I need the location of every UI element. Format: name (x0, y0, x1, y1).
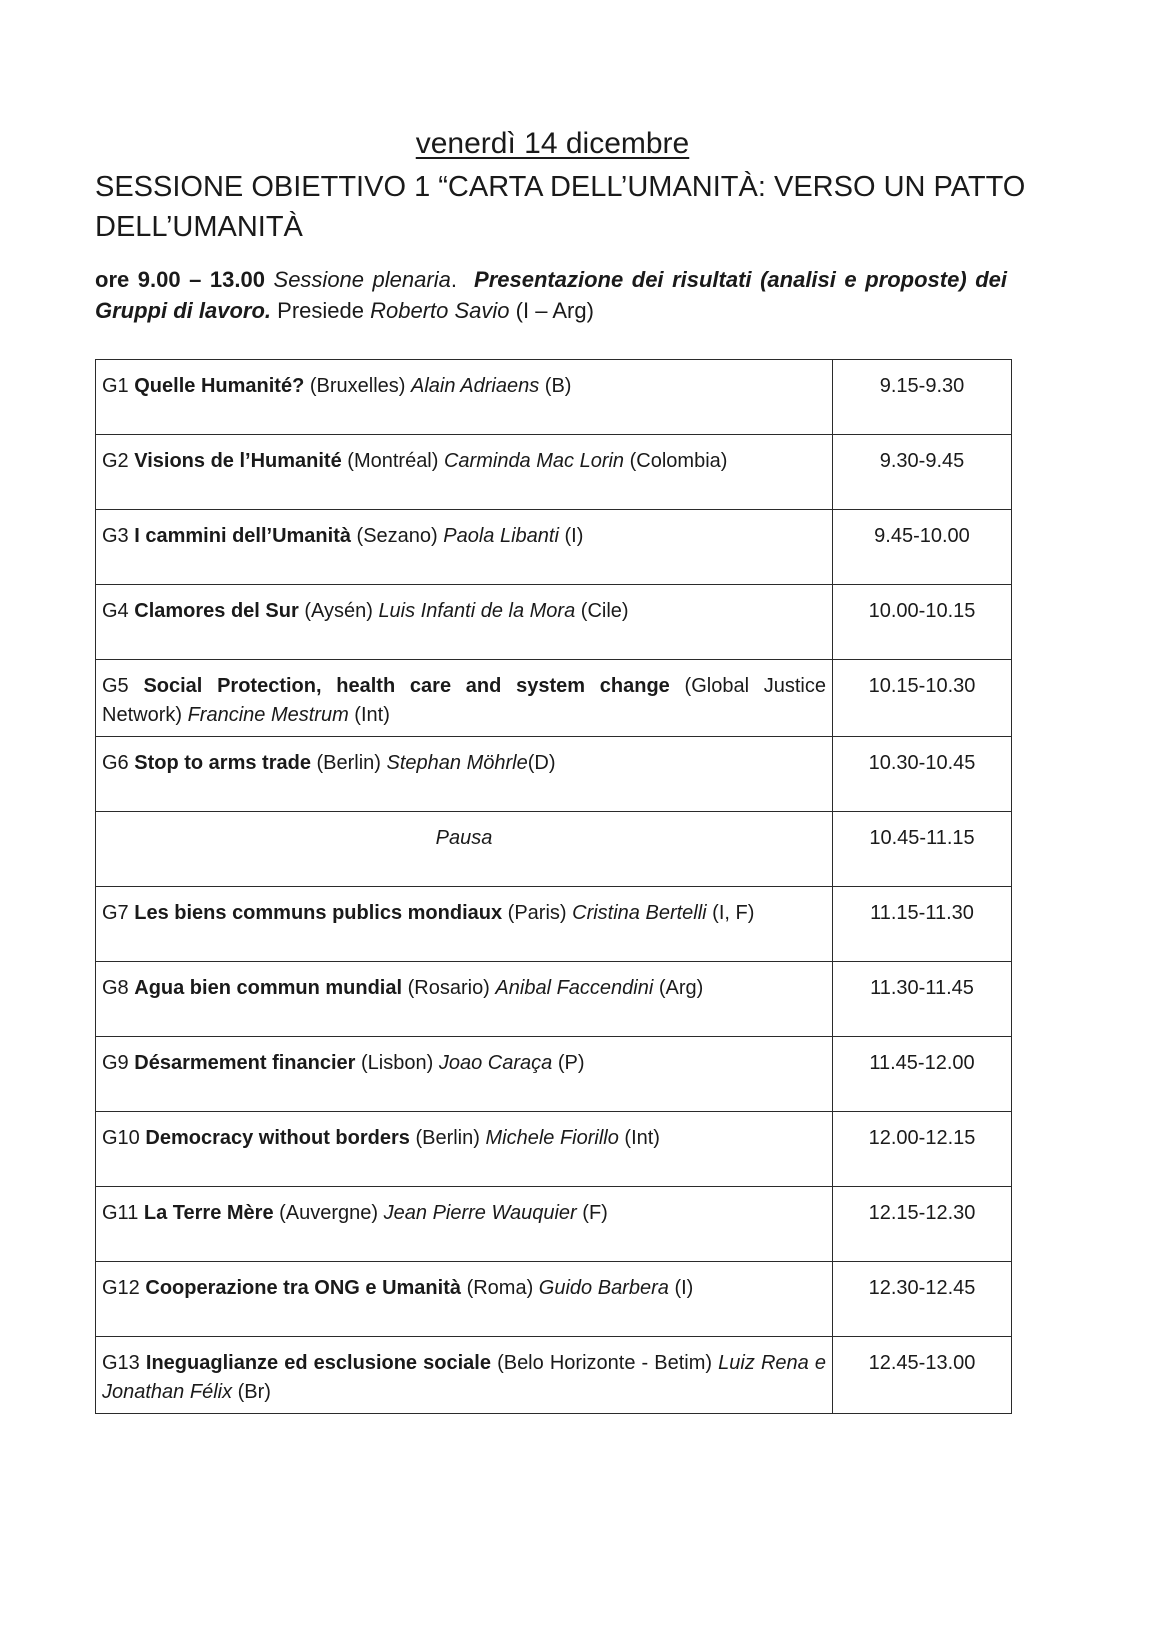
group-title: Ineguaglianze ed esclusione sociale (145, 1352, 491, 1374)
group-coordinator: Jean Pierre Wauquier (383, 1202, 577, 1224)
schedule-table (95, 359, 1012, 1414)
time-slot: 12.30-12.45 (833, 1262, 1012, 1337)
time-slot: 11.30-11.45 (833, 962, 1012, 1037)
group-place: (Belo Horizonte - Betim) (497, 1352, 713, 1374)
schedule-row (96, 660, 1012, 737)
group-coordinator: Luiz Rena e Jonathan Félix (102, 1352, 826, 1403)
time-slot: 12.00-12.15 (833, 1112, 1012, 1187)
group-title: I cammini dell’Umanità (134, 525, 351, 547)
group-title: Democracy without borders (145, 1127, 410, 1149)
group-coordinator: Luis Infanti de la Mora (378, 600, 576, 622)
group-coordinator: Anibal Faccendini (495, 977, 654, 999)
group-description (96, 660, 833, 737)
group-coordinator: Guido Barbera (538, 1277, 669, 1299)
time-slot: 9.15-9.30 (833, 360, 1012, 435)
group-coordinator: Paola Libanti (443, 525, 559, 547)
group-coordinator: Francine Mestrum (187, 704, 349, 726)
group-description (96, 585, 833, 660)
time-slot: 11.45-12.00 (833, 1037, 1012, 1112)
pause-cell (96, 812, 833, 887)
group-title: Agua bien commun mundial (134, 977, 403, 999)
group-description (96, 1262, 833, 1337)
group-country: (P) (557, 1052, 585, 1074)
group-country: (I) (674, 1277, 694, 1299)
group-coordinator: Joao Caraça (438, 1052, 553, 1074)
group-country: (Br) (237, 1381, 271, 1403)
schedule-row (96, 510, 1012, 585)
group-coordinator: Alain Adriaens (410, 375, 540, 397)
group-code: G7 (102, 902, 129, 924)
group-code: G2 (102, 450, 129, 472)
group-coordinator: Michele Fiorillo (485, 1127, 619, 1149)
intro-session: Sessione plenaria (273, 267, 451, 292)
schedule-row-pause (96, 812, 1012, 887)
group-country: (Colombia) (629, 450, 728, 472)
session-title: SESSIONE OBIETTIVO 1 “CARTA DELL’UMANITÀ: VERSO UN PATTO DELL’UMANITÀ (95, 171, 1026, 243)
group-place: (Lisbon) (361, 1052, 434, 1074)
group-coordinator: Stephan Möhrle (386, 752, 528, 774)
group-place: (Paris) (507, 902, 567, 924)
schedule-row (96, 887, 1012, 962)
group-place: (Sezano) (356, 525, 438, 547)
group-coordinator: Carminda Mac Lorin (443, 450, 625, 472)
time-slot: 10.00-10.15 (833, 585, 1012, 660)
schedule-row (96, 1112, 1012, 1187)
group-place: (Berlin) (316, 752, 381, 774)
group-code: G4 (102, 600, 129, 622)
schedule-row (96, 1262, 1012, 1337)
group-place: (Bruxelles) (309, 375, 406, 397)
group-code: G11 (102, 1202, 139, 1224)
group-code: G1 (102, 375, 129, 397)
group-code: G3 (102, 525, 129, 547)
group-description (96, 1187, 833, 1262)
group-description (96, 1037, 833, 1112)
group-code: G13 (102, 1352, 140, 1374)
schedule-row (96, 1187, 1012, 1262)
group-country: (Int) (624, 1127, 660, 1149)
time-slot: 10.45-11.15 (833, 812, 1012, 887)
time-slot: 10.15-10.30 (833, 660, 1012, 737)
group-code: G6 (102, 752, 129, 774)
schedule-row (96, 1037, 1012, 1112)
group-title: Les biens communs publics mondiaux (134, 902, 503, 924)
group-country: (Int) (354, 704, 390, 726)
group-place: (Roma) (466, 1277, 534, 1299)
pause-label: Pausa (435, 827, 493, 849)
schedule-row (96, 737, 1012, 812)
group-title: La Terre Mère (143, 1202, 274, 1224)
group-description (96, 737, 833, 812)
group-place: (Montréal) (347, 450, 439, 472)
intro-chair-country: (I – Arg) (515, 298, 594, 323)
group-description (96, 1337, 833, 1414)
group-country: (B) (544, 375, 572, 397)
group-title: Clamores del Sur (134, 600, 299, 622)
time-slot: 9.30-9.45 (833, 435, 1012, 510)
group-country: (Arg) (658, 977, 704, 999)
time-slot: 11.15-11.30 (833, 887, 1012, 962)
intro-chair-label: Presiede (277, 298, 364, 323)
time-slot: 12.45-13.00 (833, 1337, 1012, 1414)
schedule-row (96, 962, 1012, 1037)
session-date: venerdì 14 dicembre (415, 127, 690, 160)
time-slot: 10.30-10.45 (833, 737, 1012, 812)
intro-presentation: Presentazione dei risultati (analisi e proposte) dei Gruppi di lavoro. (95, 267, 1007, 323)
group-description (96, 510, 833, 585)
intro-chair-name: Roberto Savio (370, 298, 510, 323)
group-description (96, 962, 833, 1037)
group-coordinator: Cristina Bertelli (572, 902, 707, 924)
schedule-row (96, 585, 1012, 660)
group-place: (Auvergne) (279, 1202, 379, 1224)
group-title: Stop to arms trade (134, 752, 311, 774)
schedule-row (96, 1337, 1012, 1414)
group-country: (I) (564, 525, 584, 547)
group-code: G8 (102, 977, 129, 999)
group-title: Quelle Humanité? (134, 375, 305, 397)
group-description (96, 1112, 833, 1187)
group-description (96, 887, 833, 962)
group-country: (F) (582, 1202, 608, 1224)
session-intro: ore 9.00 – 13.00 Sessione plenaria. Presentazione dei risultati (analisi e proposte) dei Gruppi di lavoro. Presiede Roberto Savio (I – Arg) (95, 267, 1007, 323)
group-code: G12 (102, 1277, 140, 1299)
group-description (96, 360, 833, 435)
group-code: G10 (102, 1127, 140, 1149)
group-place: (Berlin) (415, 1127, 480, 1149)
group-country: (I, F) (712, 902, 755, 924)
group-title: Visions de l’Humanité (134, 450, 342, 472)
group-country: (Cile) (580, 600, 629, 622)
group-title: Désarmement financier (134, 1052, 356, 1074)
group-title: Cooperazione tra ONG e Umanità (145, 1277, 461, 1299)
time-slot: 12.15-12.30 (833, 1187, 1012, 1262)
time-slot: 9.45-10.00 (833, 510, 1012, 585)
schedule-row (96, 360, 1012, 435)
group-place: (Global Justice Network) (102, 675, 827, 726)
intro-time: ore 9.00 – 13.00 (95, 267, 265, 292)
group-country: (D) (527, 752, 556, 774)
group-place: (Rosario) (407, 977, 490, 999)
group-code: G9 (102, 1052, 129, 1074)
group-description (96, 435, 833, 510)
group-title: Social Protection, health care and system change (143, 675, 670, 697)
group-code: G5 (102, 675, 129, 697)
group-place: (Aysén) (304, 600, 373, 622)
schedule-row (96, 435, 1012, 510)
